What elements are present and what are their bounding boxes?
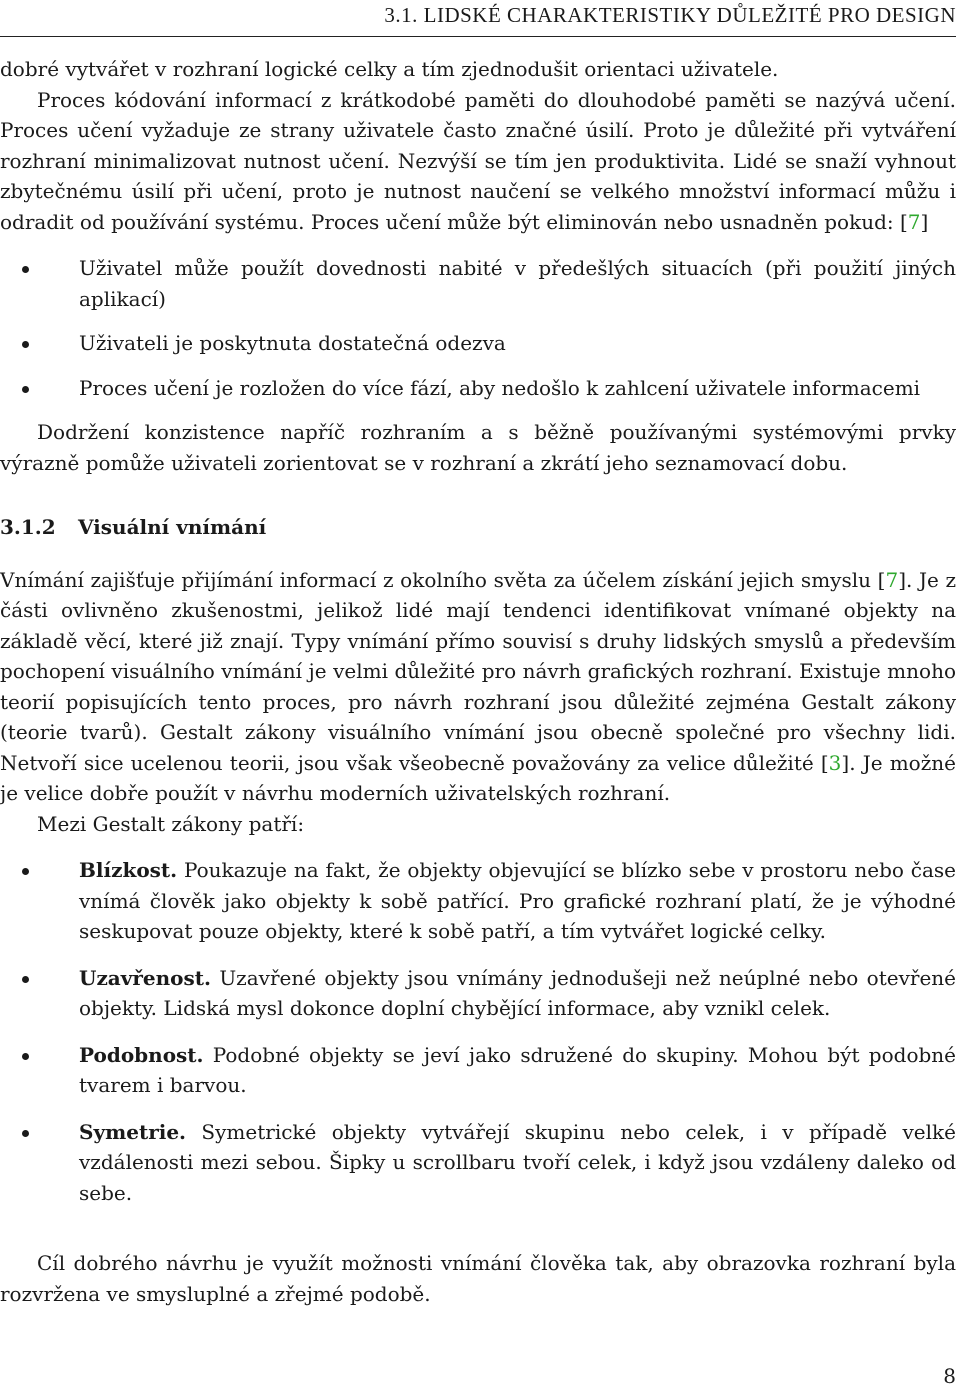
citation-link[interactable]: 7 bbox=[907, 209, 921, 234]
gestalt-laws-list bbox=[0, 855, 956, 1208]
section-title: Visuální vnímání bbox=[78, 515, 267, 539]
gestalt-description: Poukazuje na fakt, že objekty objevující se blízko sebe v prostoru nebo čase vnímá člověk jako objekty k sobě patřící. Pro grafické rozhraní platí, že je výhodné seskupovat pouze objekty, které k sobě patří, a tím vytvářet logické celky. bbox=[79, 858, 956, 943]
list-item-text: Uživateli je poskytnuta dostatečná odezva bbox=[79, 331, 506, 355]
citation-link[interactable]: 7 bbox=[885, 567, 899, 592]
page-number: 8 bbox=[943, 1364, 956, 1388]
page-content bbox=[0, 54, 956, 1309]
section-number: 3.1.2 bbox=[0, 515, 56, 539]
gestalt-term: Symetrie. bbox=[79, 1119, 187, 1144]
intro-paragraph-continuation: dobré vytvářet v rozhraní logické celky a tím zjednodušit orientaci uživatele. bbox=[0, 57, 779, 81]
bullet-icon bbox=[22, 386, 29, 393]
list-item bbox=[0, 328, 956, 359]
gestalt-description: Podobné objekty se jeví jako sdružené do skupiny. Mohou být podobné tvarem i barvou. bbox=[79, 1042, 956, 1097]
header-rule bbox=[0, 36, 956, 37]
learning-paragraph-text: Proces kódování informací z krátkodobé paměti do dlouhodobé paměti se nazývá učení. Proces učení vyžaduje ze strany uživatele často značné úsilí. Proto je důležité při vytváření rozhraní minimalizovat nutnost učení. Nezvýší se tím jen produktivita. Lidé se snaží vyhnout zbytečnému úsilí při učení, proto je nutnost naučení se velkého množství informací můžu i odradit od používání systému. Proces učení může být eliminován nebo usnadněn pokud: [ bbox=[0, 87, 956, 234]
list-item bbox=[0, 1040, 956, 1101]
gestalt-term: Podobnost. bbox=[79, 1042, 204, 1067]
list-item bbox=[0, 1117, 956, 1209]
consistency-paragraph: Dodržení konzistence napříč rozhraním a s běžně používanými systémovými prvky výrazně pomůže uživateli zorientovat se v rozhraní a zkrátí jeho seznamovací dobu. bbox=[0, 420, 956, 475]
learning-conditions-list bbox=[0, 253, 956, 403]
gestalt-term: Uzavřenost. bbox=[79, 965, 211, 990]
list-item-text: Proces učení je rozložen do více fází, aby nedošlo k zahlcení uživatele informacemi bbox=[79, 375, 921, 400]
perception-paragraph bbox=[0, 565, 956, 809]
perception-text-1: Vnímání zajišťuje přijímání informací z okolního světa za účelem získání jejich smyslu [ bbox=[0, 567, 886, 592]
perception-text-2: ]. Je z části ovlivněno zkušenostmi, jelikož lidé mají tendenci identifikovat vnímané objekty na základě věcí, které již znají. Typy vnímání přímo souvisí s druhy lidských smyslů a především pochopení visuálního vnímání je velmi důležité pro návrh grafických rozhraní. Existuje mnoho teorií popisujících tento proces, pro návrh rozhraní jsou důležité zejména Gestalt zákony (teorie tvarů). Gestalt zákony visuálního vnímání jsou obecně společné pro všechny lidi. Netvoří sice ucelenou teorii, jsou však všeobecně považovány za velice důležité [ bbox=[0, 567, 957, 775]
learning-paragraph-end: ] bbox=[920, 209, 929, 234]
running-header: 3.1. LIDSKÉ CHARAKTERISTIKY DŮLEŽITÉ PRO DESIGN bbox=[384, 3, 956, 27]
list-item bbox=[0, 253, 956, 314]
bullet-icon bbox=[22, 341, 29, 348]
gestalt-term: Blízkost. bbox=[79, 858, 178, 882]
citation-link[interactable]: 3 bbox=[828, 750, 842, 775]
list-item bbox=[0, 373, 956, 404]
gestalt-description: Uzavřené objekty jsou vnímány jednodušeji než neúplné nebo otevřené objekty. Lidská mysl dokonce doplní chybějící informace, aby vznikl celek. bbox=[79, 965, 956, 1020]
perception-text-3: ]. Je možné je velice dobře použít v návrhu moderních uživatelských rozhraní. bbox=[0, 750, 956, 805]
final-paragraph: Cíl dobrého návrhu je využít možnosti vnímání člověka tak, aby obrazovka rozhraní byla rozvržena ve smysluplné a zřejmé podobě. bbox=[0, 1251, 956, 1306]
bullet-icon bbox=[22, 976, 29, 983]
bullet-icon bbox=[22, 1053, 29, 1060]
section-heading bbox=[0, 512, 956, 543]
list-item bbox=[0, 855, 956, 947]
bullet-icon bbox=[22, 1130, 29, 1137]
list-item-text: Uživatel může použít dovednosti nabité v předešlých situacích (při použití jiných aplikací) bbox=[79, 256, 956, 311]
gestalt-description: Symetrické objekty vytvářejí skupinu nebo celek, i v případě velké vzdálenosti mezi sebou. Šipky u scrollbaru tvoří celek, i když jsou vzdáleny daleko od sebe. bbox=[79, 1119, 956, 1205]
bullet-icon bbox=[22, 868, 29, 875]
gestalt-intro: Mezi Gestalt zákony patří: bbox=[37, 811, 305, 836]
learning-paragraph bbox=[0, 85, 956, 238]
list-item bbox=[0, 963, 956, 1024]
bullet-icon bbox=[22, 266, 29, 273]
